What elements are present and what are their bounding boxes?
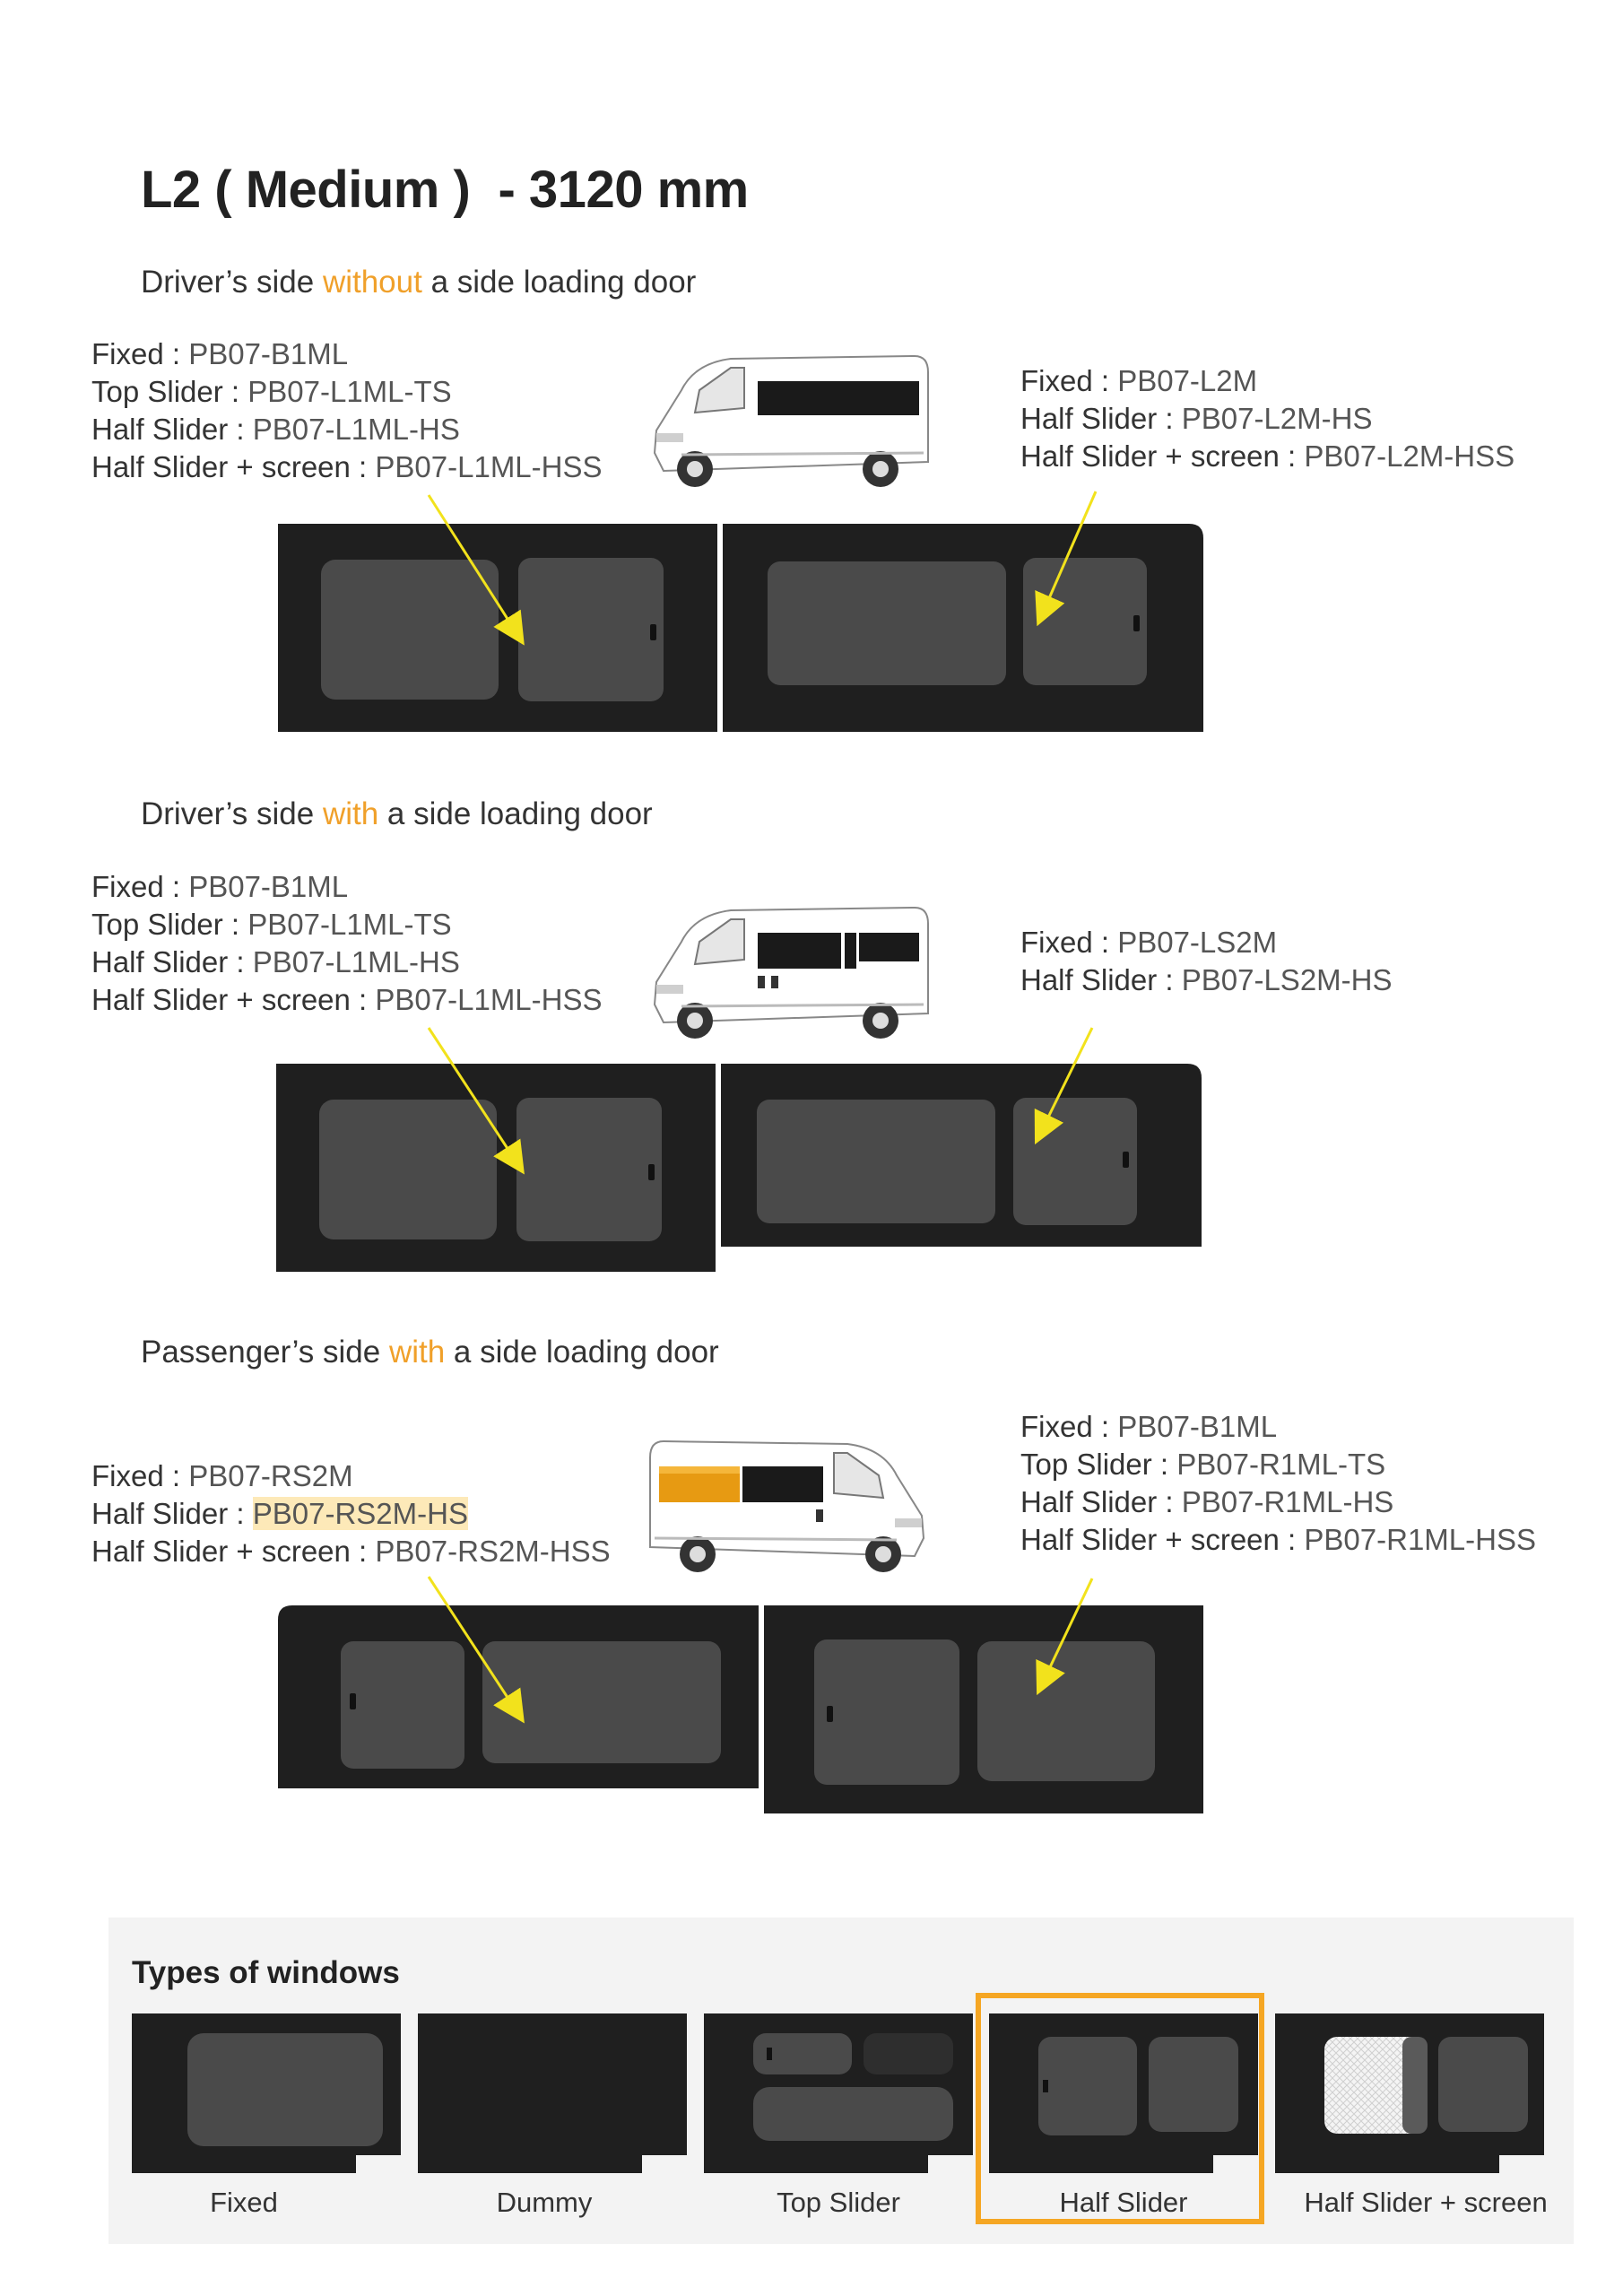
type-label-half-slider-screen: Half Slider + screen [1304, 2187, 1548, 2218]
spec-line: Fixed : PB07-B1ML [1020, 1410, 1278, 1443]
spec-line: Half Slider + screen : PB07-L1ML-HSS [91, 450, 603, 483]
selected-type-frame [976, 1993, 1264, 2224]
spec-line: Half Slider + screen : PB07-RS2M-HSS [91, 1535, 611, 1568]
type-thumb-top-slider [704, 2013, 973, 2173]
part-code: PB07-L2M [1117, 364, 1258, 397]
part-code: PB07-L1ML-HS [252, 413, 460, 446]
type-thumb-fixed [132, 2013, 401, 2173]
part-code: PB07-L2M-HSS [1304, 439, 1515, 473]
spec-line: Half Slider : PB07-LS2M-HS [1020, 963, 1393, 996]
spec-line: Fixed : PB07-L2M [1020, 364, 1258, 397]
part-code: PB07-L2M-HS [1181, 402, 1373, 435]
spec-line: Half Slider + screen : PB07-L2M-HSS [1020, 439, 1515, 473]
part-code: PB07-R1ML-TS [1176, 1448, 1386, 1481]
type-thumb-half-slider-screen [1275, 2013, 1544, 2173]
spec-line: Fixed : PB07-B1ML [91, 337, 349, 370]
part-code: PB07-L1ML-TS [247, 375, 452, 408]
part-code: PB07-L1ML-HSS [375, 450, 603, 483]
part-code-highlighted: PB07-RS2M-HS [252, 1497, 468, 1530]
type-label-fixed: Fixed [210, 2187, 278, 2218]
part-code: PB07-R1ML-HS [1181, 1485, 1394, 1518]
part-code: PB07-RS2M [188, 1459, 353, 1492]
spec-line: Half Slider : PB07-L1ML-HS [91, 413, 460, 446]
part-code: PB07-RS2M-HSS [375, 1535, 611, 1568]
part-code: PB07-L1ML-HS [252, 945, 460, 978]
spec-line: Top Slider : PB07-R1ML-TS [1020, 1448, 1386, 1481]
part-code: PB07-R1ML-HSS [1304, 1523, 1536, 1556]
heading-text: a side loading door [421, 265, 697, 300]
part-code: PB07-B1ML [1117, 1410, 1278, 1443]
spec-line: Half Slider : PB07-R1ML-HS [1020, 1485, 1394, 1518]
type-thumb-dummy [418, 2013, 687, 2173]
part-code: PB07-LS2M-HS [1181, 963, 1393, 996]
spec-line: Fixed : PB07-LS2M [1020, 926, 1278, 959]
heading-text: Driver’s side [141, 265, 323, 300]
spec-line: Half Slider : PB07-L1ML-HS [91, 945, 460, 978]
spec-line: Half Slider + screen : PB07-R1ML-HSS [1020, 1523, 1536, 1556]
spec-line: Half Slider : PB07-L2M-HS [1020, 402, 1373, 435]
spec-line: Fixed : PB07-RS2M [91, 1459, 353, 1492]
heading-text: a side loading door [445, 1335, 719, 1370]
heading-text: a side loading door [378, 796, 653, 831]
type-label-dummy: Dummy [496, 2187, 593, 2218]
type-label-top-slider: Top Slider [777, 2187, 900, 2218]
heading-text: Driver’s side [141, 796, 323, 831]
spec-line: Top Slider : PB07-L1ML-TS [91, 375, 452, 408]
spec-line: Top Slider : PB07-L1ML-TS [91, 908, 452, 941]
type-label-half-slider: Half Slider [1059, 2187, 1188, 2218]
types-title: Types of windows [132, 1955, 400, 1990]
part-code: PB07-B1ML [188, 337, 349, 370]
heading-highlight: without [322, 265, 422, 300]
heading-highlight: with [388, 1335, 446, 1370]
page-title: L2 ( Medium ) - 3120 mm [141, 161, 749, 219]
part-code: PB07-B1ML [188, 870, 349, 903]
part-code: PB07-LS2M [1117, 926, 1278, 959]
part-code: PB07-L1ML-TS [247, 908, 452, 941]
heading-text: Passenger’s side [141, 1335, 389, 1370]
part-code: PB07-L1ML-HSS [375, 983, 603, 1016]
spec-line: Half Slider + screen : PB07-L1ML-HSS [91, 983, 603, 1016]
spec-line: Fixed : PB07-B1ML [91, 870, 349, 903]
heading-highlight: with [322, 796, 379, 831]
spec-line: Half Slider : PB07-RS2M-HS [91, 1497, 468, 1530]
